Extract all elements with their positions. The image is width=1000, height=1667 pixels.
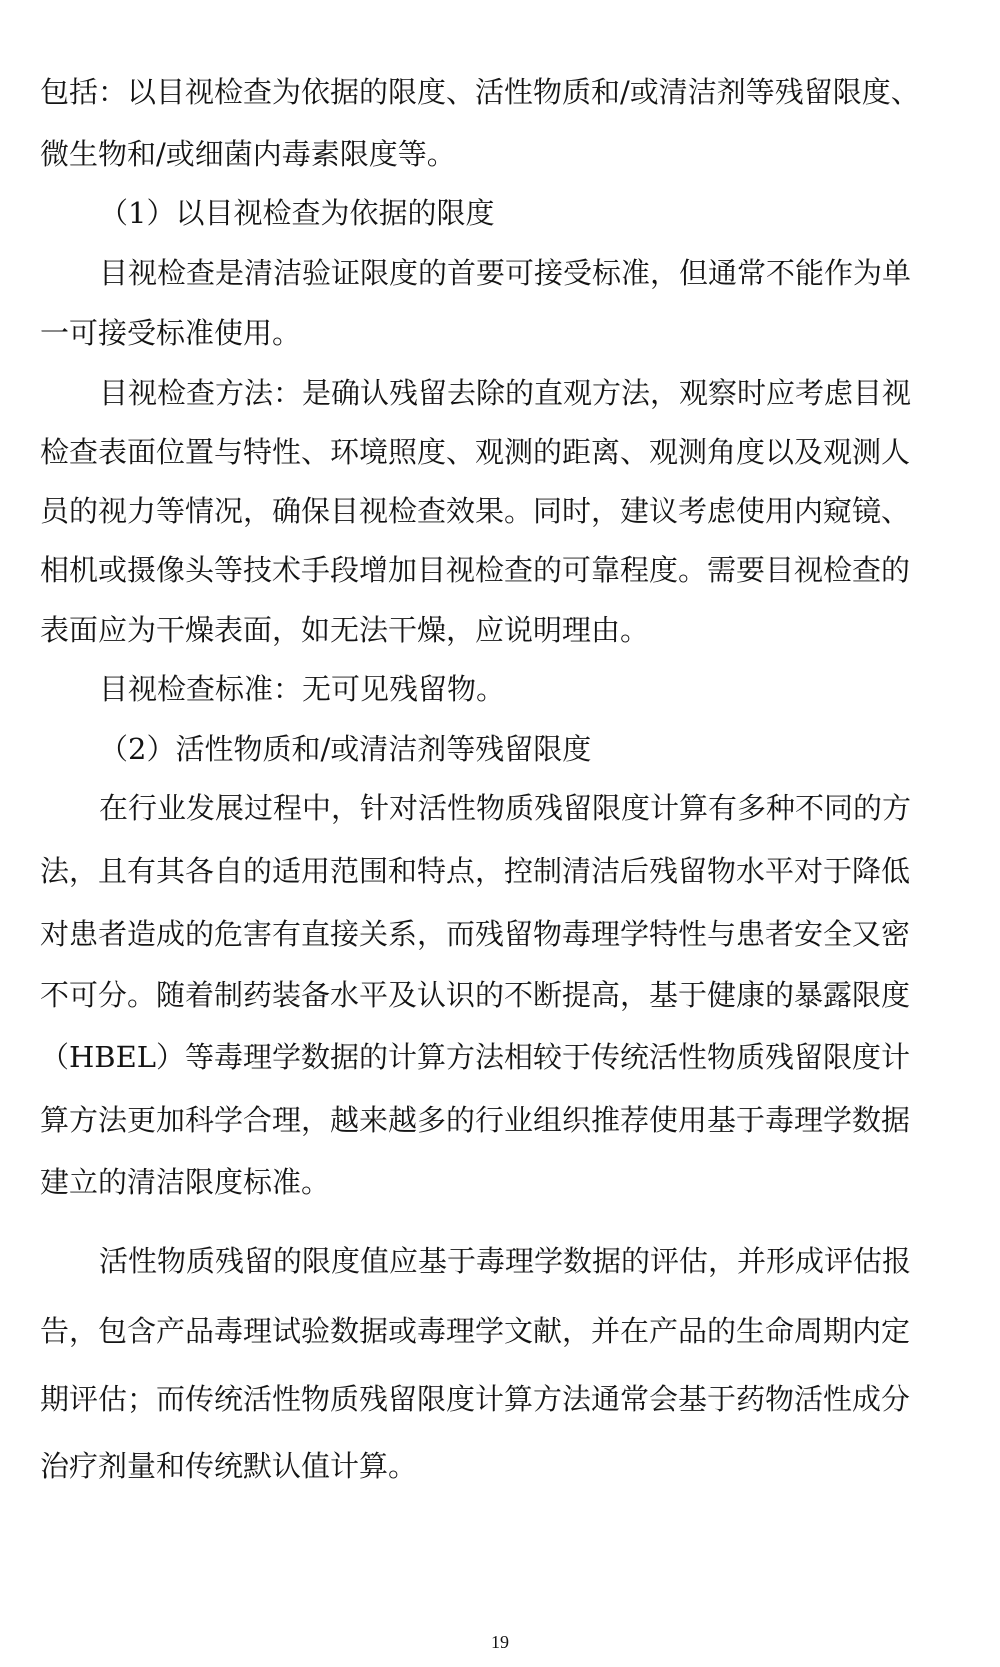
text-line — [0, 121, 1000, 187]
text-line-content: 期评估；而传统活性物质残留限度计算方法通常会基于药物活性成分 — [40, 1382, 911, 1416]
text-line-content: 不可分。随着制药装备水平及认识的不断提高，基于健康的暴露限度 — [40, 978, 911, 1012]
text-line-content: 对患者造成的危害有直接关系，而残留物毒理学特性与患者安全又密 — [40, 917, 911, 951]
text-line-content: 法，且有其各自的适用范围和特点，控制清洁后残留物水平对于降低 — [40, 854, 911, 888]
text-line — [0, 59, 1000, 125]
text-line-content: （HBEL）等毒理学数据的计算方法相较于传统活性物质残留限度计 — [40, 1040, 911, 1074]
text-line — [0, 1149, 1000, 1215]
section-heading — [0, 716, 1000, 782]
text-line — [0, 1087, 1000, 1153]
text-line — [0, 1366, 1000, 1432]
text-line-content: 一可接受标准使用。 — [40, 316, 302, 350]
text-line — [0, 775, 1000, 841]
text-line-content: 员的视力等情况，确保目视检查效果。同时，建议考虑使用内窥镜、 — [40, 494, 911, 528]
text-line — [0, 838, 1000, 904]
text-line — [0, 962, 1000, 1028]
section-heading — [0, 180, 1000, 246]
text-line — [0, 360, 1000, 426]
text-line — [0, 656, 1000, 722]
text-line — [0, 597, 1000, 663]
text-line — [0, 901, 1000, 967]
text-line-content: 建立的清洁限度标准。 — [40, 1165, 331, 1199]
text-line-content: 微生物和/或细菌内毒素限度等。 — [40, 137, 456, 171]
text-line-content: 告，包含产品毒理试验数据或毒理学文献，并在产品的生命周期内定 — [40, 1314, 911, 1348]
section-heading-text: （1）以目视检查为依据的限度 — [99, 196, 495, 230]
text-line — [0, 1433, 1000, 1499]
text-line — [0, 300, 1000, 366]
text-line-content: 活性物质残留的限度值应基于毒理学数据的评估，并形成评估报 — [99, 1244, 912, 1278]
text-line — [0, 1228, 1000, 1294]
text-line-content: 算方法更加科学合理，越来越多的行业组织推荐使用基于毒理学数据 — [40, 1103, 911, 1137]
text-line-content: 治疗剂量和传统默认值计算。 — [40, 1449, 418, 1483]
text-line-content: 目视检查方法：是确认残留去除的直观方法，观察时应考虑目视 — [99, 376, 912, 410]
section-heading-text: （2）活性物质和/或清洁剂等残留限度 — [99, 732, 592, 766]
text-line — [0, 1024, 1000, 1090]
text-line-content: 相机或摄像头等技术手段增加目视检查的可靠程度。需要目视检查的 — [40, 553, 911, 587]
text-line — [0, 240, 1000, 306]
text-line — [0, 537, 1000, 603]
text-line-content: 表面应为干燥表面，如无法干燥，应说明理由。 — [40, 613, 650, 647]
page-number: 19 — [491, 1632, 509, 1652]
text-line-content: 在行业发展过程中，针对活性物质残留限度计算有多种不同的方 — [99, 791, 912, 825]
text-line-content: 目视检查标准：无可见残留物。 — [99, 672, 506, 706]
text-line — [0, 478, 1000, 544]
text-line-content: 目视检查是清洁验证限度的首要可接受标准，但通常不能作为单 — [99, 256, 912, 290]
text-line — [0, 419, 1000, 485]
text-line — [0, 1298, 1000, 1364]
text-line-content: 包括：以目视检查为依据的限度、活性物质和/或清洁剂等残留限度、 — [40, 75, 920, 109]
text-line-content: 检查表面位置与特性、环境照度、观测的距离、观测角度以及观测人 — [40, 435, 911, 469]
